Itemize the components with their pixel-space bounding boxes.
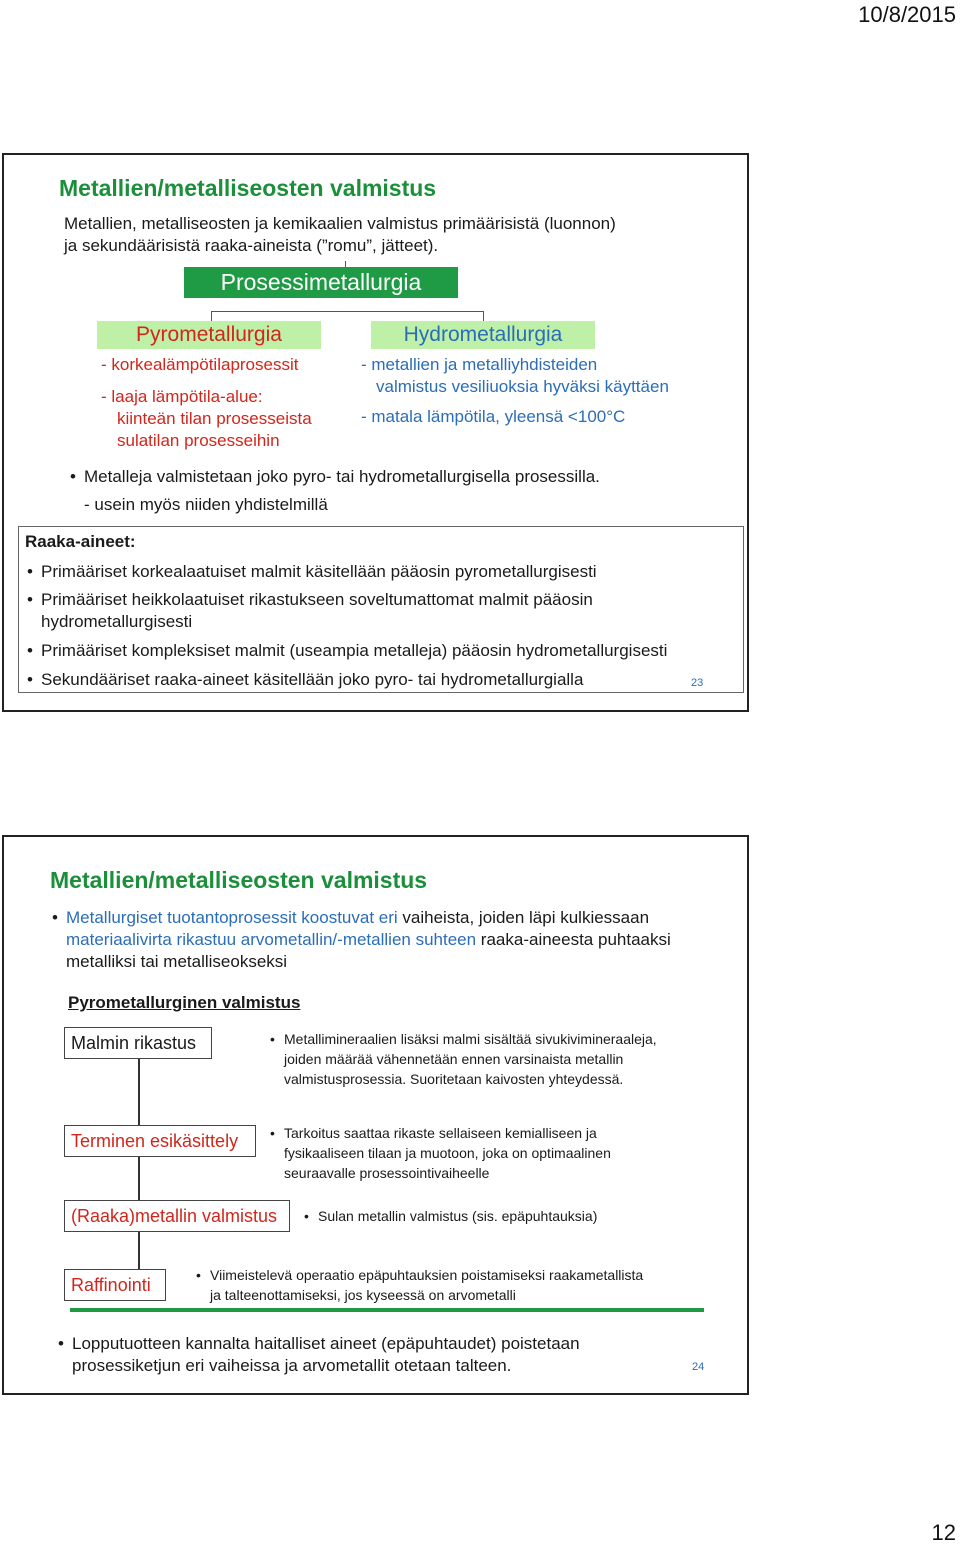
page-date: 10/8/2015 xyxy=(858,2,956,27)
desc-line: valmistusprosessia. Suoritetaan kaivosten yhteydessä. xyxy=(284,1071,624,1087)
hydrometallurgy-box: Hydrometallurgia xyxy=(371,321,595,349)
raw-item: • Primääriset korkealaatuiset malmit käsitellään pääosin pyrometallurgisesti xyxy=(41,561,597,583)
desc-line: • Tarkoitus saattaa rikaste sellaiseen kemialliseen ja xyxy=(284,1125,597,1141)
intro-black-3: metalliksi tai metalliseokseksi xyxy=(66,952,288,971)
intro-line-1: Metallien, metalliseosten ja kemikaalien valmistus primäärisistä (luonnon) xyxy=(64,214,616,233)
desc-line: • Viimeistelevä operaatio epäpuhtauksien poistamiseksi raakametallista xyxy=(210,1267,644,1283)
intro-blue-2: materiaalivirta rikastuu arvometallin/-metallien suhteen xyxy=(66,930,477,949)
slide-number: 24 xyxy=(692,1361,705,1373)
desc-line: ja talteenottamiseksi, jos kyseessä on arvometalli xyxy=(210,1287,516,1303)
pyro-item-2: - laaja lämpötila-alue: xyxy=(101,387,263,406)
step-4-desc xyxy=(210,1265,643,1305)
connector-line xyxy=(211,311,484,312)
intro-blue-1: Metallurgiset tuotantoprosessit koostuvat eri xyxy=(66,908,398,927)
intro-black-1: vaiheista, joiden läpi kulkiessaan xyxy=(397,908,650,927)
final-line-1: • Lopputuotteen kannalta haitalliset aineet (epäpuhtaudet) poistetaan xyxy=(72,1334,580,1353)
step-refining: Raffinointi xyxy=(64,1269,166,1301)
slide-24 xyxy=(2,835,749,1395)
desc-line: • Metallimineraalien lisäksi malmi sisältää sivukivimineraaleja, xyxy=(284,1031,657,1047)
desc-line: joiden määrää vähennetään ennen varsinaista metallin xyxy=(284,1051,624,1067)
slide-23 xyxy=(2,153,749,712)
bullet-sub: - usein myös niiden yhdistelmillä xyxy=(84,495,328,514)
pyrometallurgy-box: Pyrometallurgia xyxy=(97,321,321,349)
step-1-desc xyxy=(284,1029,657,1089)
pyro-item-2-cont-2: sulatilan prosesseihin xyxy=(117,431,280,450)
page-number: 12 xyxy=(931,1520,956,1545)
pyro-item-1: - korkealämpötilaprosessit xyxy=(101,355,299,374)
step-thermal-pretreatment: Terminen esikäsittely xyxy=(64,1125,256,1157)
raw-item: • Sekundääriset raaka-aineet käsitellään joko pyro- tai hydrometallurgialla xyxy=(41,669,583,691)
desc-line: fysikaaliseen tilaan ja muotoon, joka on optimaalinen xyxy=(284,1145,611,1161)
raw-item: • Primääriset heikkolaatuiset rikastukseen soveltumattomat malmit pääosin xyxy=(41,589,593,611)
hydro-item-1-line-1: - metallien ja metalliyhdisteiden xyxy=(361,355,598,374)
intro-paragraph xyxy=(66,907,746,973)
raw-item-cont: hydrometallurgisesti xyxy=(41,612,193,631)
slide-number: 23 xyxy=(691,677,704,689)
slide-title: Metallien/metalliseosten valmistus xyxy=(59,175,437,201)
bullet-main: • Metalleja valmistetaan joko pyro- tai hydrometallurgisella prosessilla. xyxy=(84,466,600,488)
process-metallurgy-box: Prosessimetallurgia xyxy=(184,267,458,298)
step-2-desc xyxy=(284,1123,611,1183)
hydro-item-2: - matala lämpötila, yleensä <100°C xyxy=(361,407,626,426)
raw-materials-box xyxy=(18,526,744,693)
final-bullet xyxy=(72,1333,580,1377)
desc-line: seuraavalle prosessointivaiheelle xyxy=(284,1165,490,1181)
slide-title: Metallien/metalliseosten valmistus xyxy=(50,867,428,893)
final-line-2: prosessiketjun eri vaiheissa ja arvometallit otetaan talteen. xyxy=(72,1356,512,1375)
intro-black-2: raaka-aineesta puhtaaksi xyxy=(476,930,671,949)
green-separator xyxy=(70,1308,704,1312)
step-3-desc xyxy=(318,1206,597,1226)
intro-line-2: ja sekundäärisistä raaka-aineista (”romu”, jätteet). xyxy=(64,236,439,255)
hydro-item-1-line-2: valmistus vesiliuoksia hyväksi käyttäen xyxy=(376,377,669,396)
step-ore-beneficiation: Malmin rikastus xyxy=(64,1027,212,1059)
desc-line: • Sulan metallin valmistus (sis. epäpuhtauksia) xyxy=(318,1208,598,1224)
pyro-item-2-cont-1: kiinteän tilan prosesseista xyxy=(117,409,312,428)
flow-line xyxy=(138,1057,140,1272)
step-crude-metal-production: (Raaka)metallin valmistus xyxy=(64,1200,290,1232)
raw-item: • Primääriset kompleksiset malmit (useampia metalleja) pääosin hydrometallurgisesti xyxy=(41,640,667,662)
section-heading: Pyrometallurginen valmistus xyxy=(68,993,301,1012)
raw-heading: Raaka-aineet: xyxy=(25,532,136,551)
